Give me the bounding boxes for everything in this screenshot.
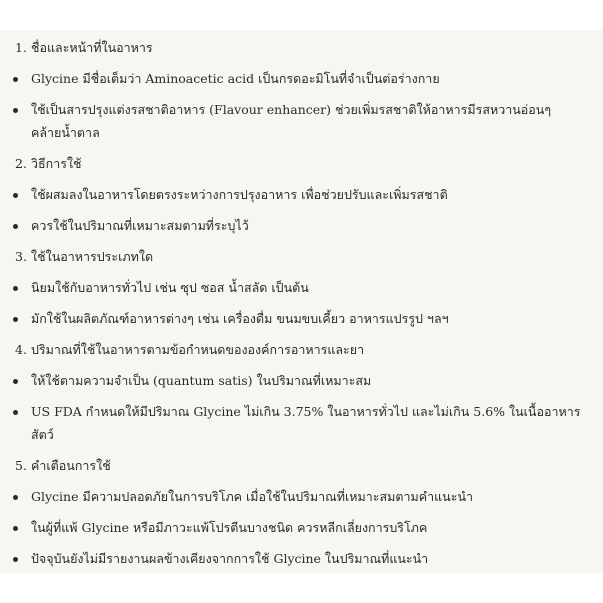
section-title: ใช้ในอาหารประเภทใด xyxy=(31,249,154,264)
section-title: ชื่อและหน้าที่ในอาหาร xyxy=(31,40,153,55)
section-heading-2 xyxy=(0,152,603,175)
bullet-icon xyxy=(13,557,18,562)
list-item xyxy=(0,214,603,237)
section-number: 3. xyxy=(15,249,27,264)
section-title: ปริมาณที่ใช้ในอาหารตามข้อกำหนดขององค์การอาหารและยา xyxy=(31,342,365,357)
list-item-text: Glycine มีชื่อเต็มว่า Aminoacetic acid เป็นกรดอะมิโนที่จำเป็นต่อร่างกาย xyxy=(31,71,440,86)
bullet-icon xyxy=(13,526,18,531)
bullet-icon xyxy=(13,193,18,198)
section-number: 4. xyxy=(15,342,27,357)
section-number: 1. xyxy=(15,40,27,55)
bullet-icon xyxy=(13,108,18,113)
list-item-text: ให้ใช้ตามความจำเป็น (quantum satis) ในปริมาณที่เหมาะสม xyxy=(31,373,372,388)
list-item-text: ใช้ผสมลงในอาหารโดยตรงระหว่างการปรุงอาหาร เพื่อช่วยปรับและเพิ่มรสชาติ xyxy=(31,187,448,202)
bullet-icon xyxy=(13,410,18,415)
section-title: วิธีการใช้ xyxy=(31,156,82,171)
list-item xyxy=(0,400,603,446)
section-heading-1 xyxy=(0,36,603,59)
list-item xyxy=(0,276,603,299)
list-item xyxy=(0,307,603,330)
list-item-text: ในผู้ที่แพ้ Glycine หรือมีภาวะแพ้โปรตีนบางชนิด ควรหลีกเลี่ยงการบริโภค xyxy=(31,520,428,535)
list-item xyxy=(0,485,603,508)
list-item xyxy=(0,67,603,90)
section-number: 5. xyxy=(15,458,27,473)
list-item-text: มักใช้ในผลิตภัณฑ์อาหารต่างๆ เช่น เครื่องดื่ม ขนมขบเคี้ยว อาหารแปรรูป ฯลฯ xyxy=(31,311,449,326)
list-item-text: ควรใช้ในปริมาณที่เหมาะสมตามที่ระบุไว้ xyxy=(31,218,249,233)
list-item-text: นิยมใช้กับอาหารทั่วไป เช่น ซุป ซอส น้ำสลัด เป็นต้น xyxy=(31,280,309,295)
bullet-icon xyxy=(13,286,18,291)
bullet-icon xyxy=(13,224,18,229)
list-item xyxy=(0,547,603,570)
bullet-icon xyxy=(13,379,18,384)
section-heading-5 xyxy=(0,454,603,477)
section-heading-3 xyxy=(0,245,603,268)
list-item-text: ใช้เป็นสารปรุงแต่งรสชาติอาหาร (Flavour enhancer) ช่วยเพิ่มรสชาติให้อาหารมีรสหวานอ่อนๆ คล้ายน้ำตาล xyxy=(31,102,552,140)
list-item xyxy=(0,98,603,144)
list-item-text: ปัจจุบันยังไม่มีรายงานผลข้างเคียงจากการใช้ Glycine ในปริมาณที่แนะนำ xyxy=(31,551,429,566)
list-item-text: Glycine มีความปลอดภัยในการบริโภค เมื่อใช้ในปริมาณที่เหมาะสมตามคำแนะนำ xyxy=(31,489,474,504)
list-item xyxy=(0,183,603,206)
bullet-icon xyxy=(13,495,18,500)
document-body xyxy=(0,30,603,573)
bullet-icon xyxy=(13,77,18,82)
bullet-icon xyxy=(13,317,18,322)
section-number: 2. xyxy=(15,156,27,171)
section-title: คำเตือนการใช้ xyxy=(31,458,111,473)
list-item-text: US FDA กำหนดให้มีปริมาณ Glycine ไม่เกิน 3.75% ในอาหารทั่วไป และไม่เกิน 5.6% ในเนื้ออาหารสัตว์ xyxy=(31,404,581,442)
section-heading-4 xyxy=(0,338,603,361)
list-item xyxy=(0,369,603,392)
list-item xyxy=(0,516,603,539)
